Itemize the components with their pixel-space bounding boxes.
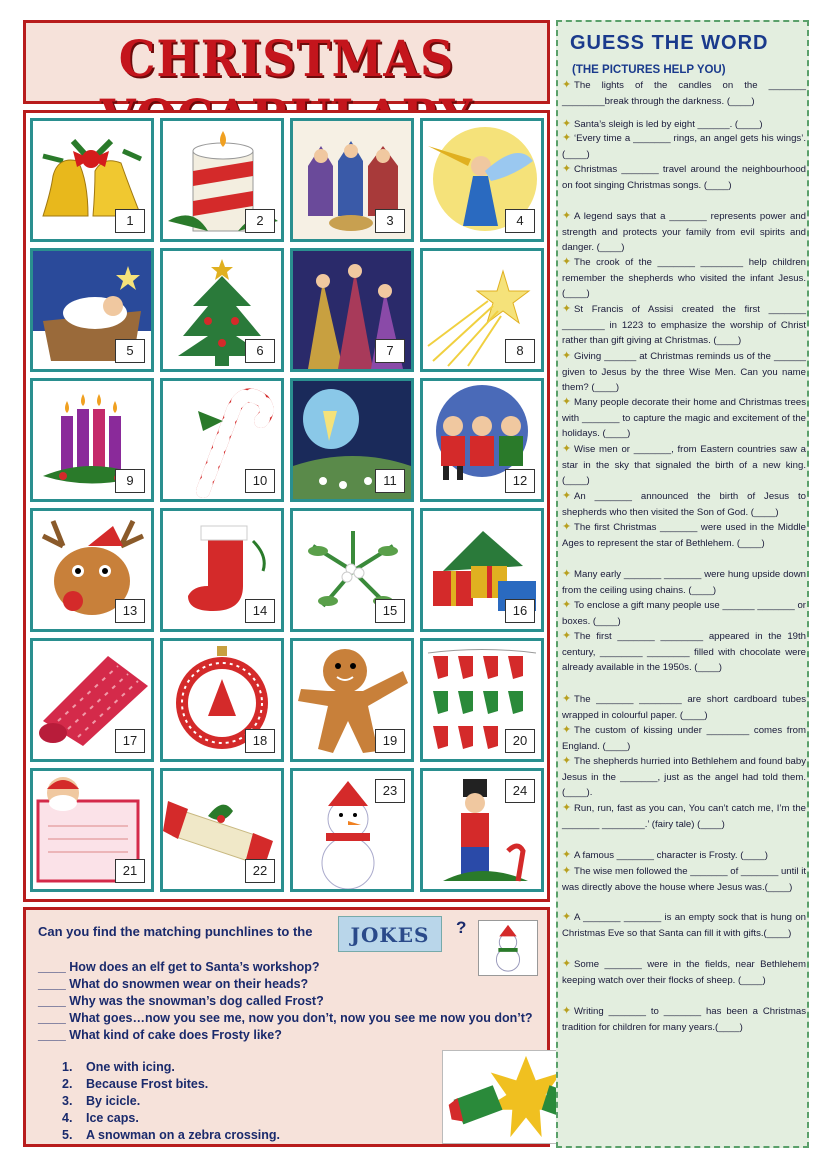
clue-item <box>562 801 806 832</box>
star-bullet-icon: ✦ <box>562 163 572 175</box>
picture-cell <box>160 118 284 242</box>
clue-text: The custom of kissing under ________ comes from England. (____) <box>562 725 806 752</box>
joke-answer: 1. One with icing. <box>62 1060 175 1074</box>
star-bullet-icon: ✦ <box>562 79 572 91</box>
picture-number: 7 <box>375 339 405 363</box>
star-bullet-icon: ✦ <box>562 958 572 970</box>
picture-grid <box>23 110 550 902</box>
picture-number: 24 <box>505 779 535 803</box>
star-bullet-icon: ✦ <box>562 911 572 923</box>
picture-cell <box>160 378 284 502</box>
clue-item <box>562 395 806 442</box>
picture-number: 17 <box>115 729 145 753</box>
star-bullet-icon: ✦ <box>562 210 572 222</box>
picture-cell <box>420 248 544 372</box>
clue-text: The lights of the candles on the _______ ________break through the darkness. (____) <box>562 80 806 107</box>
joke-answer: 4. Ice caps. <box>62 1111 139 1125</box>
clue-text: The first Christmas _______ were used in the Middle Ages to represent the star of Bethlehem. (____) <box>562 522 806 549</box>
clue-text: A _______ _______ is an empty sock that is hung on Christmas Eve so that Santa can fill it with gifts.(____) <box>562 912 806 939</box>
picture-cell <box>30 378 154 502</box>
clue-text: Santa’s sleigh is led by eight ______. (____) <box>574 119 763 130</box>
star-bullet-icon: ✦ <box>562 132 572 144</box>
picture-cell <box>30 638 154 762</box>
picture-cell <box>290 248 414 372</box>
clue-item <box>562 692 806 723</box>
clue-item <box>562 520 806 551</box>
star-bullet-icon: ✦ <box>562 802 572 814</box>
picture-number: 20 <box>505 729 535 753</box>
star-bullet-icon: ✦ <box>562 443 572 455</box>
guess-subtitle: (THE PICTURES HELP YOU) <box>572 64 726 76</box>
clue-text: ‘Every time a _______ rings, an angel gets his wings’. (____) <box>562 133 806 160</box>
clue-item <box>562 598 806 629</box>
joke-question: ____ What kind of cake does Frosty like? <box>38 1028 282 1042</box>
picture-number: 22 <box>245 859 275 883</box>
clue-text: Run, run, fast as you can, You can’t catch me, I’m the _______ ________.’ (fairy tale) (____) <box>562 803 806 830</box>
picture-number: 11 <box>375 469 405 493</box>
clue-item <box>562 864 806 895</box>
clue-text: Many early _______ _______ were hung upside down from the ceiling using chains. (____) <box>562 569 806 596</box>
clue-item <box>562 848 806 864</box>
picture-cell <box>30 768 154 892</box>
star-bullet-icon: ✦ <box>562 256 572 268</box>
star-bullet-icon: ✦ <box>562 693 572 705</box>
picture-cell <box>160 768 284 892</box>
picture-number: 14 <box>245 599 275 623</box>
picture-number: 4 <box>505 209 535 233</box>
clue-item <box>562 209 806 256</box>
star-bullet-icon: ✦ <box>562 599 572 611</box>
clue-text: The first _______ ________ appeared in the 19th century, ________ ________ filled with chocolate were already available in the 1950s. (____) <box>562 631 806 673</box>
star-bullet-icon: ✦ <box>562 396 572 408</box>
clue-text: Giving ______ at Christmas reminds us of the ______ given to Jesus by the three Wise Men. Can you name them? (____) <box>562 351 806 393</box>
clue-text: The wise men followed the _______ of _______ until it was directly above the house where Jesus was.(____) <box>562 866 807 893</box>
title-banner <box>23 20 550 104</box>
clue-text: The _______ ________ are short cardboard tubes wrapped in colourful paper. (____) <box>562 694 806 721</box>
clue-item <box>562 131 806 162</box>
clue-text: Many people decorate their home and Christmas trees with _______ to capture the magic and excitement of the holidays. (____) <box>562 397 806 439</box>
joke-answer: 2. Because Frost bites. <box>62 1077 209 1091</box>
joke-answer: 3. By icicle. <box>62 1094 141 1108</box>
clue-item <box>562 567 806 598</box>
picture-cell <box>160 248 284 372</box>
picture-cell <box>290 638 414 762</box>
guess-the-word-panel <box>556 20 809 1148</box>
star-bullet-icon: ✦ <box>562 865 572 877</box>
jokes-badge: JOKES <box>338 916 442 952</box>
clue-text: An _______ announced the birth of Jesus to shepherds who then visited the Son of God. (____) <box>562 491 806 518</box>
star-bullet-icon: ✦ <box>562 1005 572 1017</box>
clue-text: A famous _______ character is Frosty. (____) <box>574 850 768 861</box>
joke-question: ____ How does an elf get to Santa’s workshop? <box>38 960 320 974</box>
picture-number: 10 <box>245 469 275 493</box>
picture-number: 15 <box>375 599 405 623</box>
picture-cell <box>30 248 154 372</box>
picture-cell <box>30 508 154 632</box>
clue-item <box>562 754 806 801</box>
picture-cell <box>290 768 414 892</box>
picture-cell <box>160 638 284 762</box>
picture-cell <box>420 768 544 892</box>
star-bullet-icon: ✦ <box>562 118 572 130</box>
clue-item <box>562 349 806 396</box>
picture-number: 16 <box>505 599 535 623</box>
clue-item <box>562 78 806 109</box>
picture-cell <box>290 508 414 632</box>
picture-number: 1 <box>115 209 145 233</box>
clue-item <box>562 1004 806 1035</box>
picture-cell <box>420 508 544 632</box>
clue-item <box>562 255 806 302</box>
picture-number: 2 <box>245 209 275 233</box>
clue-item <box>562 723 806 754</box>
star-bullet-icon: ✦ <box>562 630 572 642</box>
joke-question: ____ Why was the snowman’s dog called Frost? <box>38 994 324 1008</box>
clue-text: The crook of the _______ ________ help children remember the shepherds who visited the infant Jesus. (____) <box>562 257 806 299</box>
picture-number: 9 <box>115 469 145 493</box>
clue-item <box>562 910 806 941</box>
clue-text: St Francis of Assisi created the first _______ ________ in 1223 to emphasize the worship of Christ rather than gift giving at Christmas. (____) <box>562 304 806 346</box>
clue-item <box>562 489 806 520</box>
clue-text: Christmas _______ travel around the neighbourhood on foot singing Christmas songs. (____) <box>562 164 806 191</box>
star-bullet-icon: ✦ <box>562 350 572 362</box>
clue-text: The shepherds hurried into Bethlehem and found baby Jesus in the _______, just as the angel had told them. (____). <box>562 756 807 798</box>
joke-answer: 5. A snowman on a zebra crossing. <box>62 1128 281 1142</box>
joke-question: ____ What goes…now you see me, now you don’t, now you see me now you don’t? <box>38 1011 533 1025</box>
jokes-question-mark: ? <box>456 918 467 937</box>
joke-question: ____ What do snowmen wear on their heads? <box>38 977 309 991</box>
picture-cell <box>290 118 414 242</box>
picture-cell <box>420 118 544 242</box>
picture-number: 3 <box>375 209 405 233</box>
clue-item <box>562 957 806 988</box>
star-bullet-icon: ✦ <box>562 521 572 533</box>
star-bullet-icon: ✦ <box>562 490 572 502</box>
clue-text: Writing _______ to _______ has been a Christmas tradition for children for many years.(____) <box>562 1006 806 1033</box>
picture-number: 23 <box>375 779 405 803</box>
guess-title: GUESS THE WORD <box>570 32 769 54</box>
picture-number: 6 <box>245 339 275 363</box>
picture-number: 21 <box>115 859 145 883</box>
jokes-section <box>23 907 550 1147</box>
page-title: CHRISTMAS <box>118 29 455 88</box>
picture-number: 19 <box>375 729 405 753</box>
star-bullet-icon: ✦ <box>562 849 572 861</box>
clue-item <box>562 302 806 349</box>
picture-cell <box>420 378 544 502</box>
picture-cell <box>30 118 154 242</box>
picture-cell <box>420 638 544 762</box>
picture-number: 8 <box>505 339 535 363</box>
jokes-prompt: Can you find the matching punchlines to the <box>38 924 313 939</box>
star-bullet-icon: ✦ <box>562 303 572 315</box>
clue-text: A legend says that a _______ represents power and strength and protects your family from evil spirits and danger. (____) <box>562 211 806 253</box>
clue-item <box>562 442 806 489</box>
picture-number: 5 <box>115 339 145 363</box>
clue-text: Wise men or _______, from Eastern countries saw a star in the sky that signaled the birth of a new king. (____) <box>562 444 806 486</box>
clue-text: To enclose a gift many people use ______ _______ or boxes. (____) <box>562 600 806 627</box>
picture-number: 12 <box>505 469 535 493</box>
star-bullet-icon: ✦ <box>562 755 572 767</box>
snowman-icon <box>478 920 538 976</box>
picture-number: 18 <box>245 729 275 753</box>
clue-item <box>562 629 806 676</box>
star-bullet-icon: ✦ <box>562 724 572 736</box>
picture-cell <box>160 508 284 632</box>
clue-text: Some _______ were in the fields, near Bethlehem keeping watch over their flocks of sheep. (____) <box>562 959 806 986</box>
picture-cell <box>290 378 414 502</box>
picture-number: 13 <box>115 599 145 623</box>
clue-item <box>562 162 806 193</box>
star-bullet-icon: ✦ <box>562 568 572 580</box>
